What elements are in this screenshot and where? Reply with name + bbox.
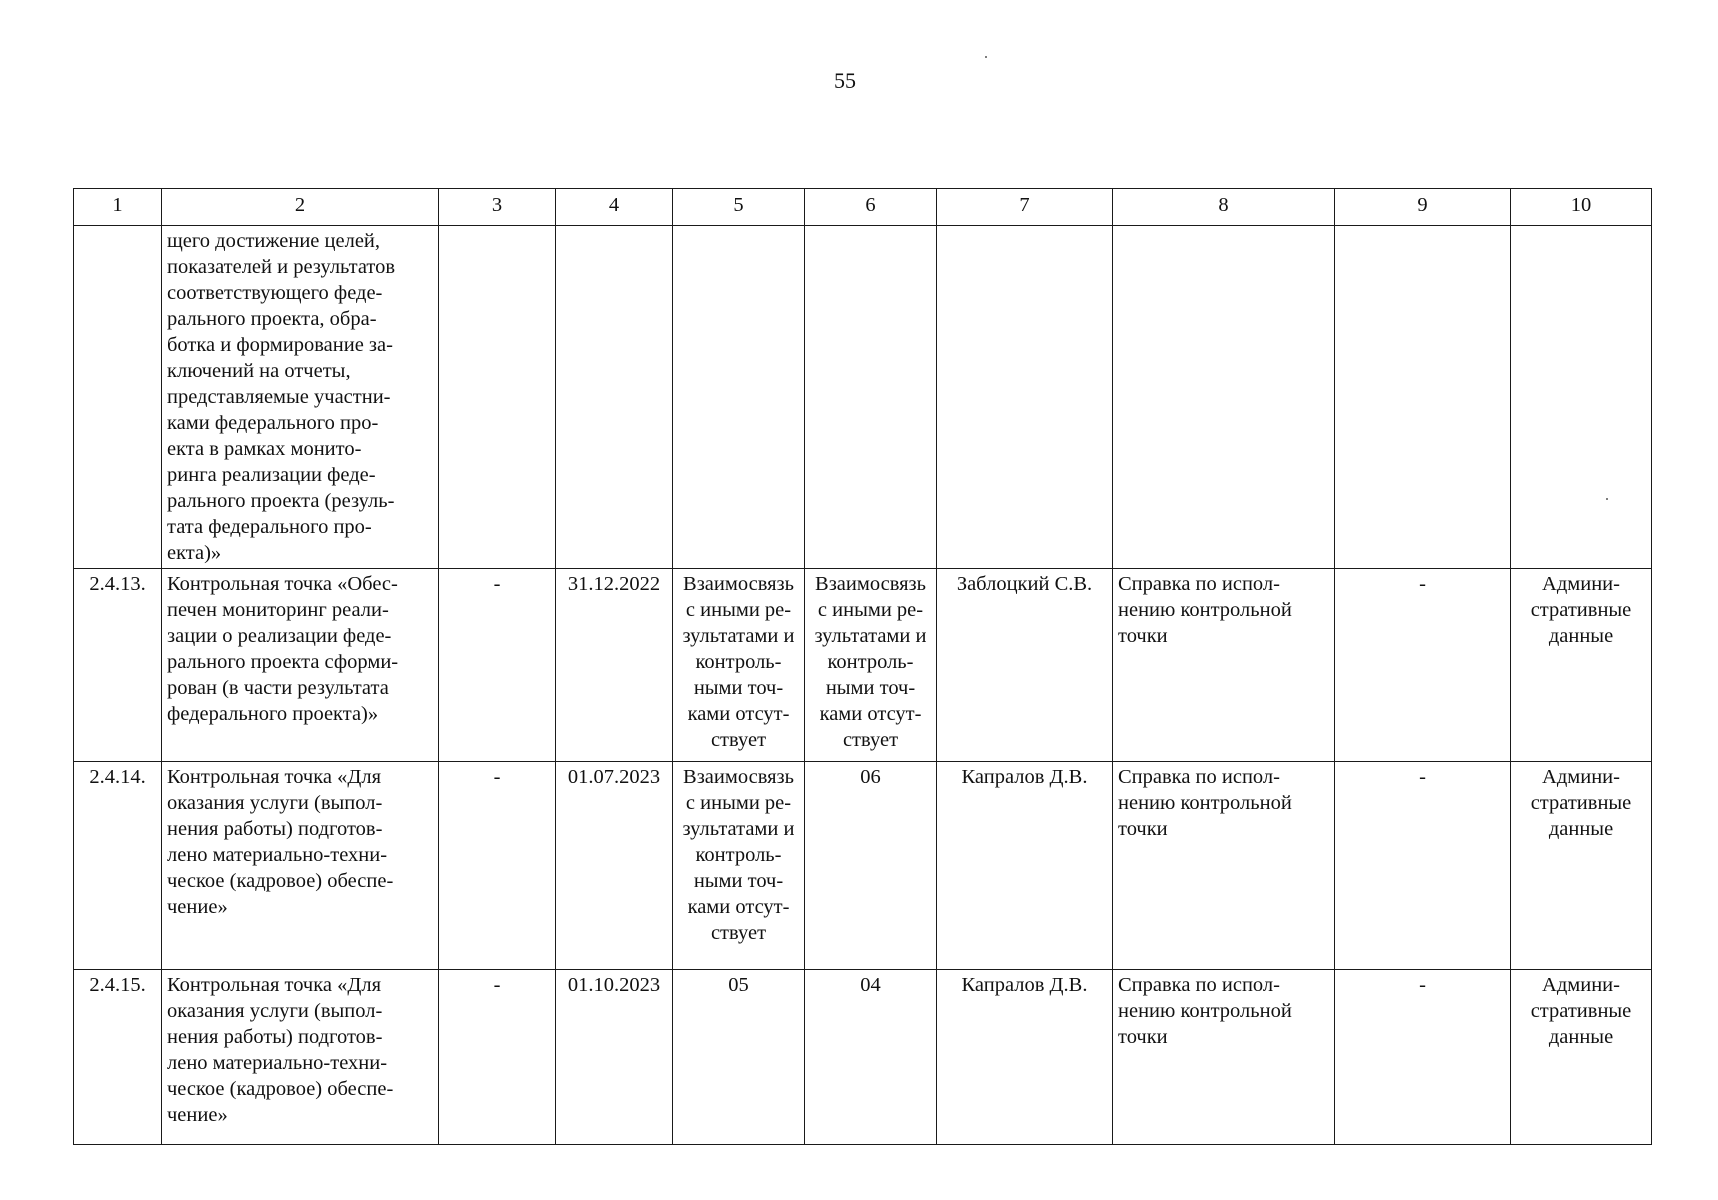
relation-text: Взаимосвязь с иными ре- зультатами и контроль- ными точ- ками отсут- ствует (814, 573, 927, 751)
document-table-container (73, 188, 1651, 1145)
document-table (73, 188, 1652, 1145)
source-text: Админи- стративные данные (1530, 974, 1632, 1048)
relation-cell-6 (805, 569, 937, 762)
document-text: Справка по испол- нению контрольной точки (1118, 974, 1292, 1048)
description-cell (162, 226, 439, 569)
row-number-cell: 2.4.14. (74, 762, 162, 970)
responsible-cell: Капралов Д.В. (937, 762, 1113, 970)
header-cell-7: 7 (937, 189, 1113, 226)
source-cell (1511, 569, 1652, 762)
relation-cell-5 (673, 569, 805, 762)
header-cell-10: 10 (1511, 189, 1652, 226)
col3-cell: - (439, 569, 556, 762)
document-cell (1113, 226, 1335, 569)
document-text: Справка по испол- нению контрольной точки (1118, 766, 1292, 840)
header-cell-2: 2 (162, 189, 439, 226)
row-number-cell: 2.4.13. (74, 569, 162, 762)
header-cell-6: 6 (805, 189, 937, 226)
col9-cell: - (1335, 970, 1511, 1145)
col3-cell: - (439, 762, 556, 970)
date-cell: 01.07.2023 (556, 762, 673, 970)
row-number-cell (74, 226, 162, 569)
document-text: Справка по испол- нению контрольной точки (1118, 573, 1292, 647)
document-cell (1113, 762, 1335, 970)
date-cell: 01.10.2023 (556, 970, 673, 1145)
source-cell (1511, 970, 1652, 1145)
relation-cell-5 (673, 762, 805, 970)
description-cell (162, 762, 439, 970)
col9-cell (1335, 226, 1511, 569)
relation-cell-5 (673, 226, 805, 569)
date-cell (556, 226, 673, 569)
header-cell-9: 9 (1335, 189, 1511, 226)
description-text: Контрольная точка «Обес- печен мониторинг реали- зации о реализации феде- рального проекта сформи- рован (в части результата федерального проекта)» (167, 573, 399, 725)
responsible-cell (937, 226, 1113, 569)
document-cell (1113, 970, 1335, 1145)
col3-cell (439, 226, 556, 569)
col3-cell: - (439, 970, 556, 1145)
description-cell (162, 970, 439, 1145)
table-header-row (74, 189, 1652, 226)
table-row (74, 762, 1652, 970)
description-text: Контрольная точка «Для оказания услуги (выпол- нения работы) подготов- лено материально-техни- ческое (кадровое) обеспе- чение» (167, 766, 394, 918)
source-cell (1511, 226, 1652, 569)
source-text: Админи- стративные данные (1530, 766, 1632, 840)
relation-text: Взаимосвязь с иными ре- зультатами и контроль- ными точ- ками отсут- ствует (682, 766, 795, 944)
responsible-cell: Заблоцкий С.В. (937, 569, 1113, 762)
document-cell (1113, 569, 1335, 762)
page-number: 55 (834, 68, 856, 93)
description-text: щего достижение целей, показателей и результатов соответствующего феде- рального проекта, обра- ботка и формирование за- ключений на отчеты, представляемые участни- ками федерального про- екта в рамках монито- ринга реализации феде- рального проекта (резуль- тата федерального про- екта)» (167, 230, 396, 564)
relation-cell-6: 06 (805, 762, 937, 970)
source-text: Админи- стративные данные (1530, 573, 1632, 647)
description-cell (162, 569, 439, 762)
relation-cell-6 (805, 226, 937, 569)
relation-text: Взаимосвязь с иными ре- зультатами и контроль- ными точ- ками отсут- ствует (682, 573, 795, 751)
description-text: Контрольная точка «Для оказания услуги (выпол- нения работы) подготов- лено материально-техни- ческое (кадровое) обеспе- чение» (167, 974, 394, 1126)
responsible-cell: Капралов Д.В. (937, 970, 1113, 1145)
header-cell-5: 5 (673, 189, 805, 226)
col9-cell: - (1335, 762, 1511, 970)
header-cell-8: 8 (1113, 189, 1335, 226)
header-cell-1: 1 (74, 189, 162, 226)
table-row-continuation (74, 226, 1652, 569)
col9-cell: - (1335, 569, 1511, 762)
scan-speck (985, 56, 987, 58)
scan-speck (1606, 498, 1608, 500)
row-number-cell: 2.4.15. (74, 970, 162, 1145)
header-cell-3: 3 (439, 189, 556, 226)
table-row (74, 970, 1652, 1145)
relation-cell-6: 04 (805, 970, 937, 1145)
date-cell: 31.12.2022 (556, 569, 673, 762)
source-cell (1511, 762, 1652, 970)
table-row (74, 569, 1652, 762)
header-cell-4: 4 (556, 189, 673, 226)
relation-cell-5: 05 (673, 970, 805, 1145)
